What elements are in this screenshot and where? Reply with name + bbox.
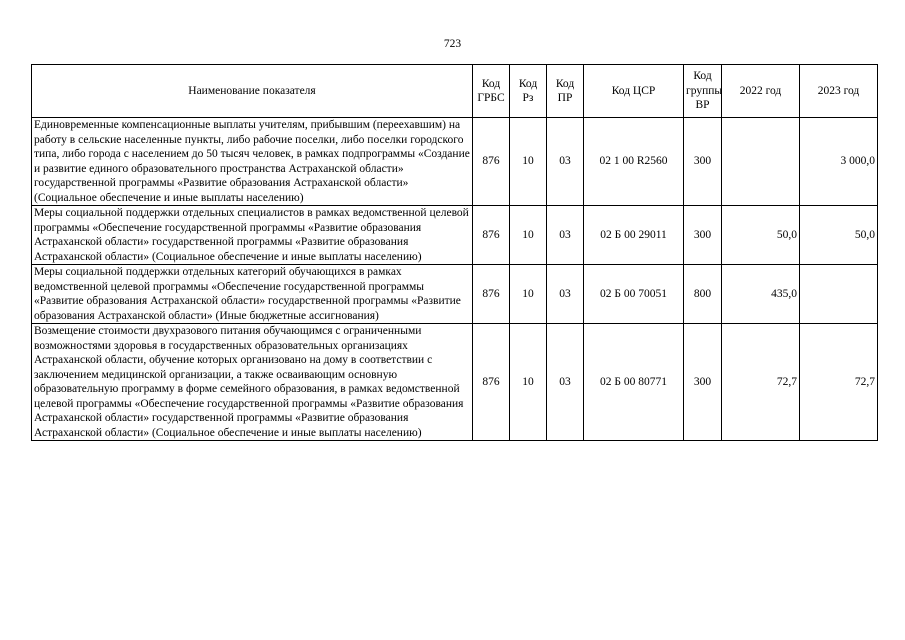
code-pr: 03 xyxy=(547,118,584,206)
amount-2023: 3 000,0 xyxy=(800,118,878,206)
table-row xyxy=(32,324,878,441)
code-pr: 03 xyxy=(547,324,584,441)
code-csr: 02 1 00 R2560 xyxy=(584,118,684,206)
indicator-name: Возмещение стоимости двухразового питания обучающимся с ограниченными возможностями здоровья в государственных образовательных организациях Астраханской области, обучение которых организовано на дому в соответствии с заключением медицинской организации, а также осваивающим основную образовательную программу в форме семейного образования, в рамках ведомственной целевой программы «Обеспечение государственной программы «Развитие образования Астраханской области» государственной программы «Развитие образования Астраханской области» (Социальное обеспечение и иные выплаты населению) xyxy=(32,324,473,441)
header-vr: Код группы ВР xyxy=(684,65,722,118)
table-row xyxy=(32,118,878,206)
table-row xyxy=(32,265,878,324)
code-grbs: 876 xyxy=(473,118,510,206)
table-row xyxy=(32,206,878,265)
code-pr: 03 xyxy=(547,206,584,265)
code-vr: 800 xyxy=(684,265,722,324)
header-pr: Код ПР xyxy=(547,65,584,118)
code-rz: 10 xyxy=(510,206,547,265)
code-csr: 02 Б 00 29011 xyxy=(584,206,684,265)
amount-2022: 435,0 xyxy=(722,265,800,324)
code-rz: 10 xyxy=(510,265,547,324)
code-grbs: 876 xyxy=(473,206,510,265)
code-pr: 03 xyxy=(547,265,584,324)
header-name: Наименование показателя xyxy=(32,65,473,118)
code-vr: 300 xyxy=(684,324,722,441)
amount-2023: 50,0 xyxy=(800,206,878,265)
code-vr: 300 xyxy=(684,118,722,206)
amount-2023: 72,7 xyxy=(800,324,878,441)
indicator-name: Меры социальной поддержки отдельных категорий обучающихся в рамках ведомственной целевой программы «Обеспечение государственной программы «Развитие образования Астраханской области» государственной программы «Развитие образования Астраханской области» (Иные бюджетные ассигнования) xyxy=(32,265,473,324)
page-number: 723 xyxy=(443,38,462,50)
code-grbs: 876 xyxy=(473,324,510,441)
code-csr: 02 Б 00 80771 xyxy=(584,324,684,441)
code-csr: 02 Б 00 70051 xyxy=(584,265,684,324)
indicator-name: Единовременные компенсационные выплаты учителям, прибывшим (переехавшим) на работу в сельские населенные пункты, либо рабочие поселки, либо поселки городского типа, либо города с населением до 50 тысяч человек, в рамках подпрограммы «Создание и развитие единого образовательного пространства Астраханской области» государственной программы «Развитие образования Астраханской области» (Социальное обеспечение и иные выплаты населению) xyxy=(32,118,473,206)
header-csr: Код ЦСР xyxy=(584,65,684,118)
header-grbs: Код ГРБС xyxy=(473,65,510,118)
amount-2022: 72,7 xyxy=(722,324,800,441)
budget-table xyxy=(31,64,878,441)
code-vr: 300 xyxy=(684,206,722,265)
code-rz: 10 xyxy=(510,118,547,206)
amount-2023 xyxy=(800,265,878,324)
code-rz: 10 xyxy=(510,324,547,441)
code-grbs: 876 xyxy=(473,265,510,324)
header-rz: Код Рз xyxy=(510,65,547,118)
indicator-name: Меры социальной поддержки отдельных специалистов в рамках ведомственной целевой программы «Обеспечение государственной программы «Развитие образования Астраханской области» государственной программы «Развитие образования Астраханской области» (Социальное обеспечение и иные выплаты населению) xyxy=(32,206,473,265)
amount-2022 xyxy=(722,118,800,206)
amount-2022: 50,0 xyxy=(722,206,800,265)
header-2023: 2023 год xyxy=(800,65,878,118)
header-2022: 2022 год xyxy=(722,65,800,118)
table-header-row xyxy=(32,65,878,118)
